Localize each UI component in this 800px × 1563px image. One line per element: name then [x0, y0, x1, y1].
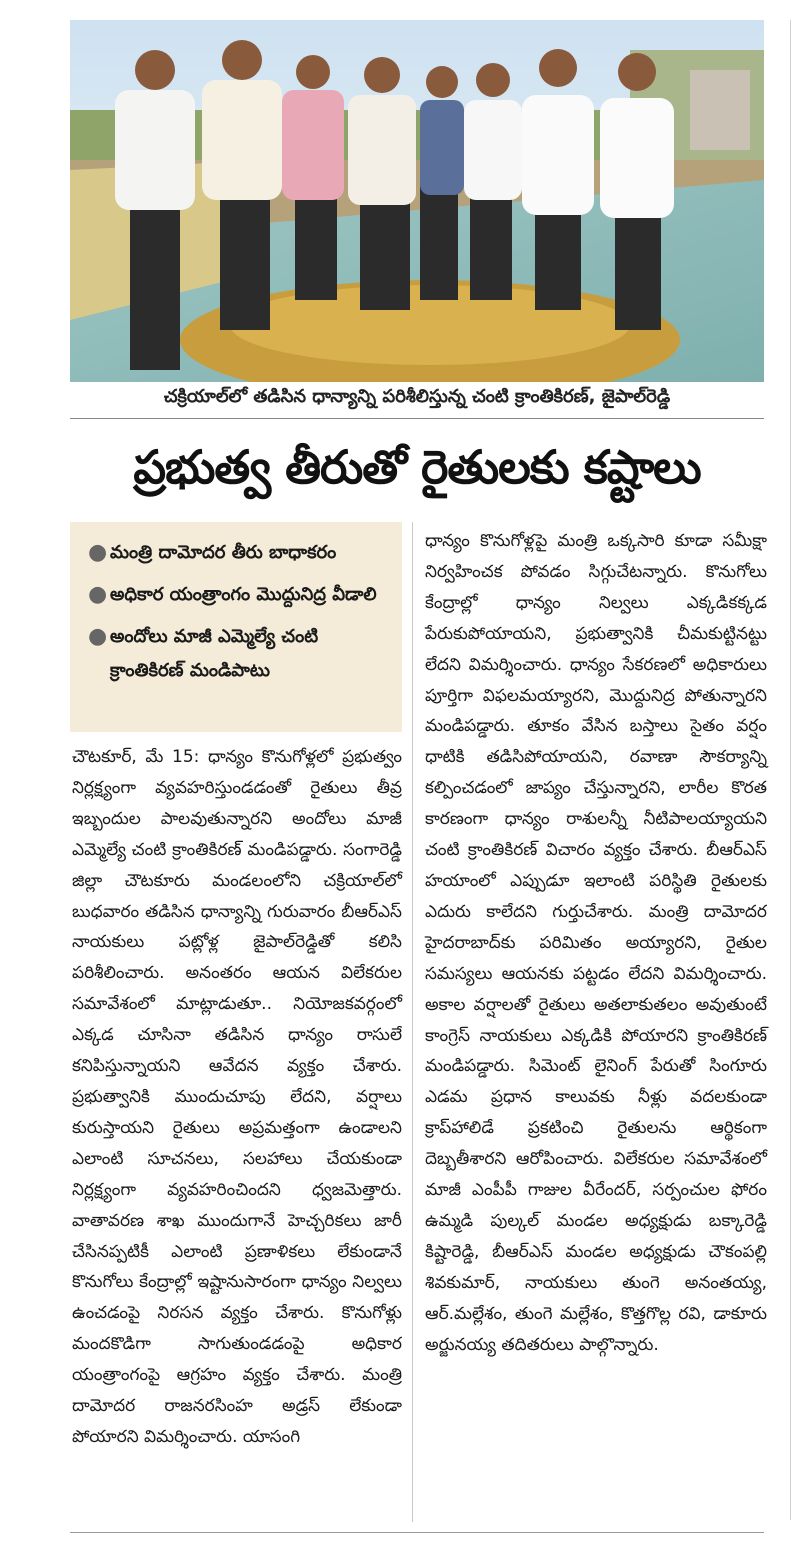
highlight-item: ● అధికార యంత్రాంగం మొద్దునిద్ర వీడాలి: [88, 578, 392, 612]
news-photo: [70, 20, 764, 382]
caption-divider: [70, 418, 764, 419]
bottom-divider: [70, 1532, 764, 1533]
article-column-left: [72, 742, 402, 1453]
photo-caption: చక్రియాల్‌లో తడిసిన ధాన్యాన్ని పరిశీలిస్తున్న చంటి క్రాంతికిరణ్, జైపాల్‌రెడ్డి: [163, 386, 671, 407]
page-edge: [790, 20, 791, 1520]
bullet-icon: ●: [88, 624, 108, 649]
headline: ప్రభుత్వ తీరుతో రైతులకు కష్టాలు: [133, 440, 701, 494]
bullet-icon: ●: [88, 582, 108, 607]
highlights-box: [70, 522, 402, 732]
highlight-item: ● మంత్రి దామోదర తీరు బాధాకరం: [88, 536, 392, 570]
column-divider: [412, 522, 413, 1522]
highlight-item: ● అందోలు మాజీ ఎమ్మెల్యే చంటి క్రాంతికిరణ్ మండిపాటు: [88, 620, 392, 688]
bullet-icon: ●: [88, 540, 108, 565]
article-column-right: [425, 526, 767, 1360]
news-photo-illustration: [70, 20, 764, 382]
article-paragraph-right: ధాన్యం కొనుగోళ్లపై మంత్రి ఒక్కసారి కూడా సమీక్షా నిర్వహించక పోవడం సిగ్గుచేటన్నారు. కొనుగోలు కేంద్రాల్లో ధాన్యం నిల్వలు ఎక్కడికక్కడ పేరుకుపోయాయని, ప్రభుత్వానికి చీమకుట్టినట్టు లేదని విమర్శించారు. ధాన్యం సేకరణలో అధికారులు పూర్తిగా విఫలమయ్యారని, మొద్దునిద్ర పోతున్నారని మండిపడ్డారు. తూకం వేసిన బస్తాలు సైతం వర్షం ధాటికి తడిసిపోయాయని, రవాణా సౌకర్యాన్ని కల్పించడంలో జాప్యం చేస్తున్నారని, లారీల కొరత కారణంగా ధాన్యం రాశులన్నీ నీటిపాలయ్యాయని చంటి క్రాంతికిరణ్ విచారం వ్యక్తం చేశారు. బీఆర్ఎస్ హయాంలో ఎప్పుడూ ఇలాంటి పరిస్థితి రైతులకు ఎదురు కాలేదని గుర్తుచేశారు. మంత్రి దామోదర హైదరాబాద్‌కు పరిమితం అయ్యారని, రైతుల సమస్యలు ఆయనకు పట్టడం లేదని విమర్శించారు. అకాల వర్షాలతో రైతులు అతలాకుతలం అవుతుంటే కాంగ్రెస్ నాయకులు ఎక్కడికి పోయారని క్రాంతికిరణ్ మండిపడ్డారు. సిమెంట్ లైనింగ్ పేరుతో సింగూరు ఎడమ ప్రధాన కాలువకు నీళ్లు వదలకుండా క్రాప్‌హాలిడే ప్రకటించి రైతులను ఆర్థికంగా దెబ్బతీశారని ఆరోపించారు. విలేకరుల సమావేశంలో మాజీ ఎంపీపీ గాజుల వీరేందర్, సర్పంచుల ఫోరం ఉమ్మడి పుల్కల్ మండల అధ్యక్షుడు బక్కారెడ్డి కిష్టారెడ్డి, బీఆర్ఎస్ మండల అధ్యక్షుడు చౌకంపల్లి శివకుమార్, నాయకులు తుంగె అనంతయ్య, ఆర్.మల్లేశం, తుంగె మల్లేశం, కొత్తగొల్ల రవి, డాకూరు అర్జునయ్య తదితరులు పాల్గొన్నారు.: [425, 531, 767, 1355]
article-paragraph-left: చౌటకూర్, మే 15: ధాన్యం కొనుగోళ్లలో ప్రభుత్వం నిర్లక్ష్యంగా వ్యవహరిస్తుండడంతో రైతులు తీవ్ర ఇబ్బందుల పాలవుతున్నారని అందోలు మాజీ ఎమ్మెల్యే చంటి క్రాంతికిరణ్ మండిపడ్డారు. సంగారెడ్డి జిల్లా చౌటకూరు మండలంలోని చక్రియాల్‌లో బుధవారం తడిసిన ధాన్యాన్ని గురువారం బీఆర్ఎస్ నాయకులు పట్లోళ్ల జైపాల్‌రెడ్డితో కలిసి పరిశీలించారు. అనంతరం ఆయన విలేకరుల సమావేశంలో మాట్లాడుతూ.. నియోజకవర్గంలో ఎక్కడ చూసినా తడిసిన ధాన్యం రాసులే కనిపిస్తున్నాయని ఆవేదన వ్యక్తం చేశారు. ప్రభుత్వానికి ముందుచూపు లేదని, వర్షాలు కురుస్తాయని రైతులు అప్రమత్తంగా ఉండాలని ఎలాంటి సూచనలు, సలహాలు చేయకుండా నిర్లక్ష్యంగా వ్యవహరించిందని ధ్వజమెత్తారు. వాతావరణ శాఖ ముందుగానే హెచ్చరికలు జారీ చేసినప్పటికీ ఎలాంటి ప్రణాళికలు లేకుండానే కొనుగోలు కేంద్రాల్లో ఇష్టానుసారంగా ధాన్యం నిల్వలు ఉంచడంపై నిరసన వ్యక్తం చేశారు. కొనుగోళ్లు మందకొడిగా సాగుతుండడంపై అధికార యంత్రాంగంపై ఆగ్రహం వ్యక్తం చేశారు. మంత్రి దామోదర రాజనరసింహ అడ్రస్ లేకుండా పోయారని విమర్శించారు. యాసంగి: [72, 747, 402, 1447]
